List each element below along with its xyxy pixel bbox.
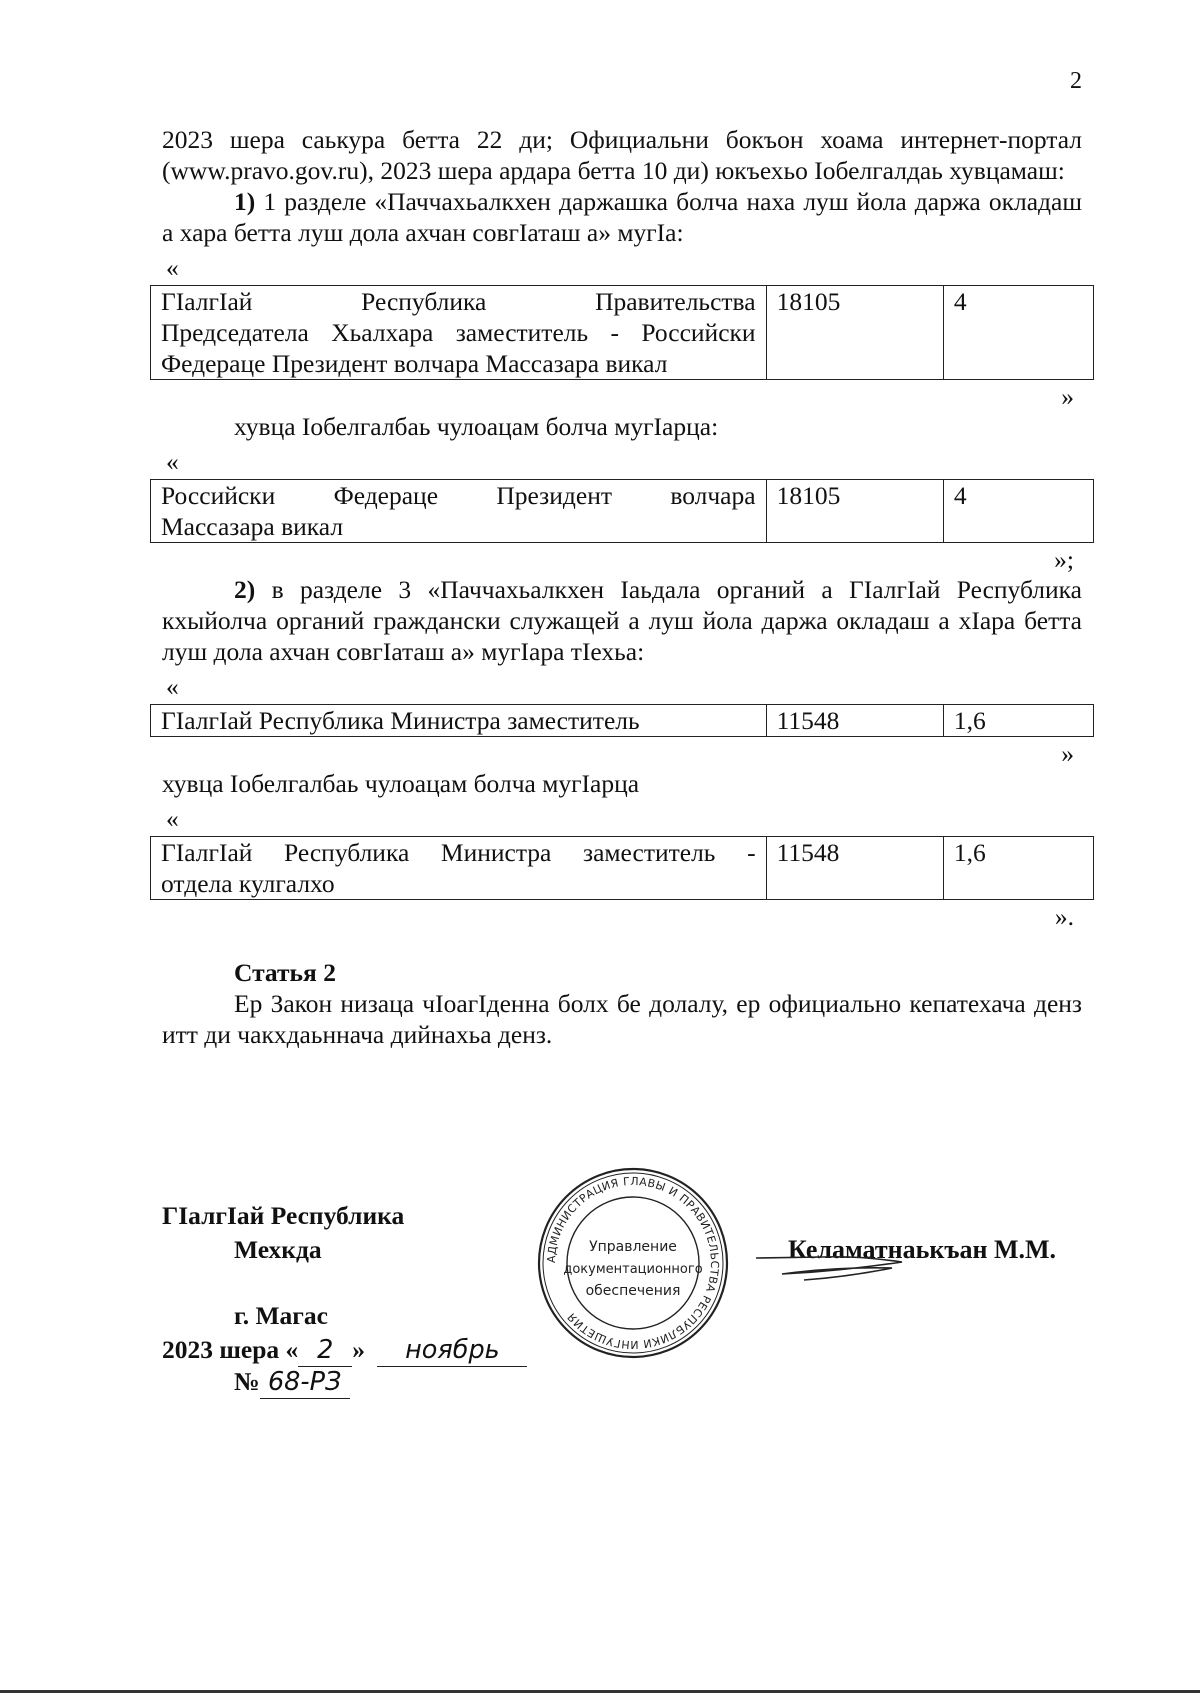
item-2-text: в разделе 3 «Паччахьалкхен Іаьдала органий а ГІалгІай Республика кхыйолча органий граждански служащей а луш йола даржа окладаш а хІара бетта луш дола ахчан совгІаташ а» мугІара тІехьа: bbox=[162, 575, 1082, 666]
date-day: 2 bbox=[298, 1335, 352, 1367]
quote-open-1: « bbox=[166, 253, 179, 282]
official-stamp bbox=[536, 1166, 730, 1360]
coefficient-cell: 4 bbox=[943, 286, 1093, 380]
stamp-line-3: обеспечения bbox=[585, 1283, 681, 1299]
handwritten-signature bbox=[752, 1248, 912, 1288]
position-line: Председатела Хьалхара заместитель - Российски bbox=[161, 318, 756, 347]
signature-title-line-2: Мехкда bbox=[234, 1235, 322, 1264]
date-mid: » bbox=[352, 1335, 366, 1364]
number-value: 68-РЗ bbox=[260, 1367, 350, 1399]
table-old-row-2 bbox=[150, 704, 1094, 737]
coefficient-cell: 1,6 bbox=[943, 705, 1093, 737]
item-1-paragraph bbox=[162, 186, 1082, 248]
position-cell bbox=[151, 286, 767, 380]
quote-close-4: ». bbox=[1054, 902, 1074, 931]
position-line: ГІалгІай Республика Правительства bbox=[161, 287, 756, 316]
quote-open-3: « bbox=[166, 672, 179, 701]
date-month: ноябрь bbox=[377, 1335, 527, 1367]
position-line: отдела кулгалхо bbox=[161, 869, 335, 898]
signature-city: г. Магас bbox=[234, 1301, 328, 1330]
position-cell bbox=[151, 480, 767, 543]
table-row bbox=[151, 837, 1094, 900]
table-row bbox=[151, 705, 1094, 737]
table-row bbox=[151, 480, 1094, 543]
quote-open-2: « bbox=[166, 447, 179, 476]
number-prefix: № bbox=[234, 1367, 260, 1396]
replace-text-2: хувца Іобелгалбаь чулоацам болча мугІарца bbox=[162, 769, 640, 798]
quote-close-2: »; bbox=[1054, 545, 1074, 574]
signature-date bbox=[162, 1334, 527, 1367]
stamp-graphic bbox=[536, 1166, 730, 1360]
article-2-text: Ер Закон низаца чІоагІденна болх бе долалу, ер официально кепатехача денз итт ди чакхдаьннача дийнахьа денз. bbox=[162, 989, 1082, 1049]
item-1-text: 1 разделе «Паччахьалкхен даржашка болча наха луш йола даржа окладаш а хара бетта луш дола ахчан совгІаташ а» мугІа: bbox=[162, 187, 1082, 247]
article-2-heading: Статья 2 bbox=[234, 958, 336, 987]
position-line: ГІалгІай Республика Министра заместитель - bbox=[161, 838, 756, 867]
stamp-ring-text: АДМИНИСТРАЦИЯ ГЛАВЫ И ПРАВИТЕЛЬСТВА РЕСПУБЛИКИ ИНГУШЕТИЯ bbox=[544, 1174, 722, 1352]
signatory-name: Келаматнаькъан М.М. bbox=[788, 1235, 1057, 1264]
position-cell bbox=[151, 705, 767, 737]
document-body bbox=[162, 124, 1082, 1050]
position-line: Российски Федераце Президент волчара bbox=[161, 481, 756, 510]
quote-close-1: » bbox=[1061, 382, 1074, 411]
amount-cell: 11548 bbox=[766, 837, 943, 900]
item-1-number: 1) bbox=[234, 187, 256, 216]
coefficient-cell: 1,6 bbox=[943, 837, 1093, 900]
signature-title-line-1: ГІалгІай Республика bbox=[162, 1201, 405, 1230]
scan-edge-line bbox=[0, 1690, 1200, 1693]
table-row bbox=[151, 286, 1094, 380]
position-line: ГІалгІай Республика Министра заместитель bbox=[161, 706, 640, 735]
page-number: 2 bbox=[1070, 68, 1082, 94]
intro-paragraph: 2023 шера саькура бетта 22 ди; Официальни бокъон хоама интернет-портал (www.pravo.gov.ru), 2023 шера ардара бетта 10 ди) юкъехьо Іобелгалдаь хувцамаш: bbox=[162, 125, 1082, 185]
quote-open-4: « bbox=[166, 804, 179, 833]
position-line: Федераце Президент волчара Массазара викал bbox=[161, 349, 668, 378]
item-2-paragraph bbox=[162, 574, 1082, 667]
position-cell bbox=[151, 837, 767, 900]
amount-cell: 11548 bbox=[766, 705, 943, 737]
item-2-number: 2) bbox=[234, 575, 256, 604]
quote-close-3: » bbox=[1061, 739, 1074, 768]
table-new-row-2 bbox=[150, 836, 1094, 900]
amount-cell: 18105 bbox=[766, 286, 943, 380]
replace-text-1: хувца Іобелгалбаь чулоацам болча мугІарца: bbox=[234, 412, 719, 441]
table-old-row-1 bbox=[150, 285, 1094, 380]
stamp-line-2: документационного bbox=[563, 1262, 703, 1277]
date-prefix: 2023 шера « bbox=[162, 1335, 299, 1364]
table-new-row-1 bbox=[150, 479, 1094, 543]
coefficient-cell: 4 bbox=[943, 480, 1093, 543]
position-line: Массазара викал bbox=[161, 512, 344, 541]
stamp-line-1: Управление bbox=[589, 1239, 677, 1255]
amount-cell: 18105 bbox=[766, 480, 943, 543]
signature-number bbox=[234, 1366, 350, 1399]
